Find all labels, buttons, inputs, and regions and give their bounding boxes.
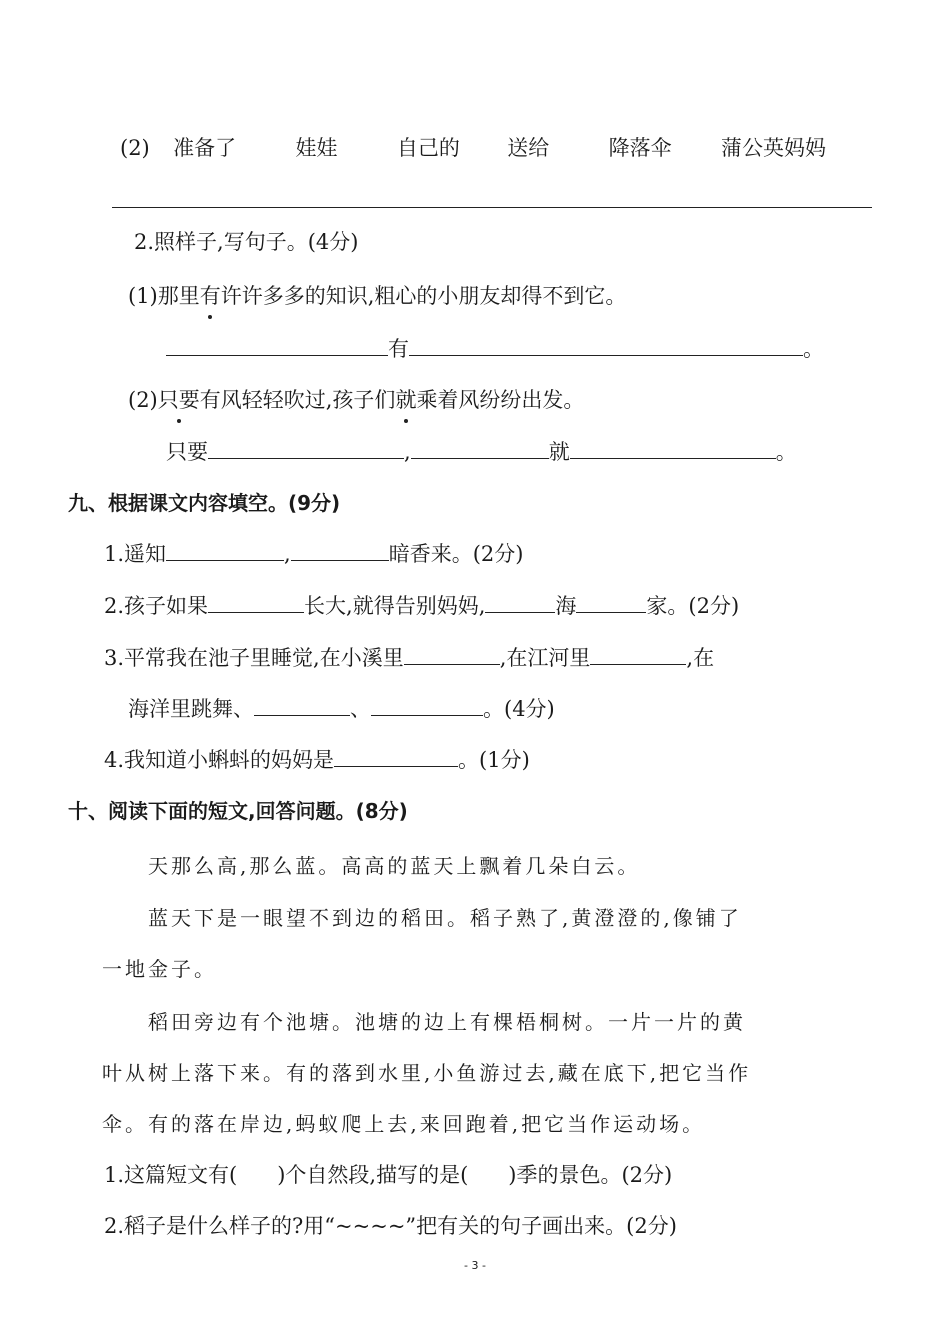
- fill-item-3-cont: 海洋里跳舞、 、 。(4分): [128, 697, 555, 721]
- word-list-row: [120, 134, 826, 162]
- passage-line: 蓝天下是一眼望不到边的稻田。稻子熟了,黄澄澄的,像铺了: [148, 906, 742, 930]
- emphasis-dot: 有: [199, 284, 221, 308]
- word: 蒲公英妈妈: [721, 136, 826, 160]
- answer-blank[interactable]: [166, 540, 284, 561]
- fill-item-4: 4.我知道小蝌蚪的妈妈是 。(1分): [104, 748, 530, 772]
- emphasis-dot: 只要: [157, 388, 200, 412]
- answer-blank[interactable]: [409, 335, 803, 356]
- answer-blank[interactable]: [208, 438, 404, 459]
- passage-line: 伞。有的落在岸边,蚂蚁爬上去,来回跑着,把它当作运动场。: [102, 1112, 706, 1136]
- item-label: (2): [120, 136, 150, 160]
- answer-blank[interactable]: [576, 592, 646, 613]
- word: 降落伞: [608, 136, 672, 160]
- answer-blank[interactable]: [208, 592, 304, 613]
- answer-blank[interactable]: [590, 644, 686, 665]
- answer-blank[interactable]: [570, 438, 776, 459]
- word: 准备了: [173, 136, 237, 160]
- answer-blank[interactable]: [404, 644, 500, 665]
- reading-question-1: 1.这篇短文有( )个自然段,描写的是( )季的景色。(2分): [104, 1163, 673, 1187]
- fill-item-1: 1.遥知 , 暗香来。(2分): [104, 542, 524, 566]
- example-sentence-2: (2)只要有风轻轻吹过,孩子们就乘着风纷纷出发。: [128, 388, 585, 412]
- word: 自己的: [396, 136, 460, 160]
- fill-sentence-2: 只要 , 就 。: [166, 440, 797, 464]
- fill-item-3: 3.平常我在池子里睡觉,在小溪里 ,在江河里 ,在: [104, 646, 715, 670]
- answer-blank[interactable]: [254, 695, 350, 716]
- answer-blank[interactable]: [371, 695, 483, 716]
- emphasis-dot: 就: [395, 388, 417, 412]
- fill-sentence-1: 有 。: [166, 335, 824, 363]
- example-sentence-1: (1)那里有许许多多的知识,粗心的小朋友却得不到它。: [128, 284, 627, 308]
- answer-blank[interactable]: [485, 592, 555, 613]
- passage-line: 一地金子。: [102, 957, 217, 981]
- fill-item-2: 2.孩子如果 长大,就得告别妈妈, 海 家。(2分): [104, 594, 740, 618]
- question-title: 2.照样子,写句子。(4分): [134, 230, 359, 254]
- answer-blank[interactable]: [411, 438, 549, 459]
- word: 娃娃: [295, 136, 338, 160]
- answer-line[interactable]: [112, 207, 872, 208]
- passage-line: 叶从树上落下来。有的落到水里,小鱼游过去,藏在底下,把它当作: [102, 1061, 752, 1085]
- passage-line: 天那么高,那么蓝。高高的蓝天上飘着几朵白云。: [148, 854, 641, 878]
- page-number: - 3 -: [464, 1259, 486, 1272]
- passage-line: 稻田旁边有个池塘。池塘的边上有棵梧桐树。一片一片的黄: [148, 1010, 746, 1034]
- answer-blank[interactable]: [291, 540, 389, 561]
- section-heading: 十、阅读下面的短文,回答问题。(8分): [68, 799, 408, 823]
- reading-question-2: 2.稻子是什么样子的?用“~~~~”把有关的句子画出来。(2分): [104, 1214, 677, 1238]
- answer-blank[interactable]: [334, 746, 458, 767]
- answer-blank[interactable]: [166, 335, 388, 356]
- section-heading: 九、根据课文内容填空。(9分): [68, 491, 341, 515]
- word: 送给: [507, 136, 550, 160]
